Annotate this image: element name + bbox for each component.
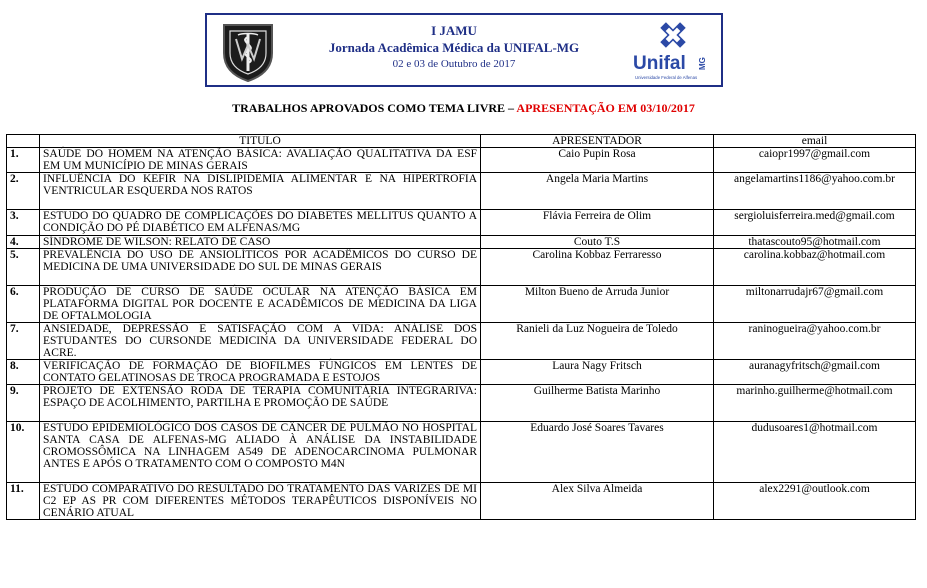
row-email: thatascouto95@hotmail.com xyxy=(714,236,916,249)
row-email: marinho.guilherme@hotmail.com xyxy=(714,385,916,422)
row-title: VERIFICAÇÃO DE FORMAÇÃO DE BIOFILMES FÚNGICOS EM LENTES DE CONTATO GELATINOSAS DE TROCA PROGRAMADA E ESTOJOS xyxy=(40,360,481,385)
approved-works-table xyxy=(6,134,916,520)
table-row xyxy=(7,249,916,286)
table-body xyxy=(7,148,916,520)
event-date: 02 e 03 de Outubro de 2017 xyxy=(392,58,516,70)
row-number: 5. xyxy=(7,249,40,286)
row-presenter: Guilherme Batista Marinho xyxy=(481,385,714,422)
row-number: 1. xyxy=(7,148,40,173)
row-title: ANSIEDADE, DEPRESSÃO E SATISFAÇÃO COM A VIDA: ANÁLISE DOS ESTUDANTES DO CURSONDE MEDICINA DA UNIVERSIDADE FEDERAL DO ACRE. xyxy=(40,323,481,360)
row-title: INFLUÊNCIA DO KEFIR NA DISLIPIDEMIA ALIMENTAR E NA HIPERTROFIA VENTRICULAR ESQUERDA NOS RATOS xyxy=(40,173,481,210)
row-number: 11. xyxy=(7,483,40,520)
table-row xyxy=(7,360,916,385)
header-number xyxy=(7,135,40,148)
row-title: PROJETO DE EXTENSÃO RODA DE TERAPIA COMUNITÁRIA INTEGRARIVA: ESPAÇO DE ACOLHIMENTO, PARTILHA E PROMOÇÃO DE SAÚDE xyxy=(40,385,481,422)
header-presenter: APRESENTADOR xyxy=(481,135,714,148)
row-email: dudusoares1@hotmail.com xyxy=(714,422,916,483)
row-number: 6. xyxy=(7,286,40,323)
row-email: raninogueira@yahoo.com.br xyxy=(714,323,916,360)
row-email: caiopr1997@gmail.com xyxy=(714,148,916,173)
row-presenter: Couto T.S xyxy=(481,236,714,249)
row-title: ESTUDO DO QUADRO DE COMPLICAÇÕES DO DIABETES MELLITUS QUANTO A CONDIÇÃO DO PÉ DIABÉTICO EM ALFENAS/MG xyxy=(40,210,481,236)
medicine-crest-logo xyxy=(216,19,280,83)
row-title: SÍNDROME DE WILSON: RELATO DE CASO xyxy=(40,236,481,249)
section-heading-prefix: TRABALHOS APROVADOS COMO TEMA LIVRE – xyxy=(232,101,517,115)
row-number: 10. xyxy=(7,422,40,483)
row-title: ESTUDO EPIDEMIOLÓGICO DOS CASOS DE CÂNCER DE PULMÃO NO HOSPITAL SANTA CASA DE ALFENAS-MG ALIADO À ANÁLISE DA INSTABILIDADE CROMOSSÔMICA NA LINHAGEM A549 DE ADENOCARCINOMA PULMONAR ANTES E APÓS O TRATAMENTO COM O COMPOSTO M4N xyxy=(40,422,481,483)
unifal-logo-text: Unifal xyxy=(633,53,686,74)
event-subtitle: Jornada Acadêmica Médica da UNIFAL-MG xyxy=(328,40,580,55)
row-email: sergioluisferreira.med@gmail.com xyxy=(714,210,916,236)
table-row xyxy=(7,173,916,210)
row-number: 3. xyxy=(7,210,40,236)
table-header-row xyxy=(7,135,916,148)
table-row xyxy=(7,385,916,422)
row-presenter: Angela Maria Martins xyxy=(481,173,714,210)
row-number: 7. xyxy=(7,323,40,360)
row-email: auranagyfritsch@gmail.com xyxy=(714,360,916,385)
row-presenter: Alex Silva Almeida xyxy=(481,483,714,520)
row-number: 8. xyxy=(7,360,40,385)
event-header xyxy=(205,13,723,87)
row-number: 2. xyxy=(7,173,40,210)
section-heading-date: APRESENTAÇÃO EM 03/10/2017 xyxy=(516,101,695,115)
row-title: ESTUDO COMPARATIVO DO RESULTADO DO TRATAMENTO DAS VARIZES DE MI C2 EP AS PR COM DIFERENTES MÉTODOS TERAPÊUTICOS DISPONÍVEIS NO CENÁRIO ATUAL xyxy=(40,483,481,520)
header-title: TITULO xyxy=(40,135,481,148)
row-presenter: Eduardo José Soares Tavares xyxy=(481,422,714,483)
table-row xyxy=(7,236,916,249)
row-presenter: Milton Bueno de Arruda Junior xyxy=(481,286,714,323)
row-title: SAÚDE DO HOMEM NA ATENÇÃO BÁSICA: AVALIAÇÃO QUALITATIVA DA ESF EM UM MUNICÍPIO DE MINAS GERAIS xyxy=(40,148,481,173)
row-presenter: Flávia Ferreira de Olim xyxy=(481,210,714,236)
unifal-logo-caption: Universidade Federal de Alfenas xyxy=(635,75,698,80)
event-title: I JAMU xyxy=(431,23,477,38)
row-title: PRODUÇÃO DE CURSO DE SAÚDE OCULAR NA ATENÇÃO BÁSICA EM PLATAFORMA DIGITAL POR DOCENTE E ACADÊMICOS DE MEDICINA DA LIGA DE OFTALMOLOGIA xyxy=(40,286,481,323)
row-number: 9. xyxy=(7,385,40,422)
section-heading xyxy=(0,101,927,116)
unifal-logo-tag: MG xyxy=(698,57,707,70)
header-email: email xyxy=(714,135,916,148)
row-email: carolina.kobbaz@hotmail.com xyxy=(714,249,916,286)
row-email: angelamartins1186@yahoo.com.br xyxy=(714,173,916,210)
row-title: PREVALÊNCIA DO USO DE ANSIOLÍTICOS POR ACADÊMICOS DO CURSO DE MEDICINA DE UMA UNIVERSIDADE DO SUL DE MINAS GERAIS xyxy=(40,249,481,286)
row-presenter: Carolina Kobbaz Ferraresso xyxy=(481,249,714,286)
unifal-logo xyxy=(631,18,715,84)
row-presenter: Laura Nagy Fritsch xyxy=(481,360,714,385)
table-row xyxy=(7,323,916,360)
table-row xyxy=(7,286,916,323)
table-row xyxy=(7,148,916,173)
row-presenter: Caio Pupin Rosa xyxy=(481,148,714,173)
row-presenter: Ranieli da Luz Nogueira de Toledo xyxy=(481,323,714,360)
row-email: miltonarrudajr67@gmail.com xyxy=(714,286,916,323)
table-row xyxy=(7,210,916,236)
table-row xyxy=(7,483,916,520)
row-email: alex2291@outlook.com xyxy=(714,483,916,520)
row-number: 4. xyxy=(7,236,40,249)
table-row xyxy=(7,422,916,483)
